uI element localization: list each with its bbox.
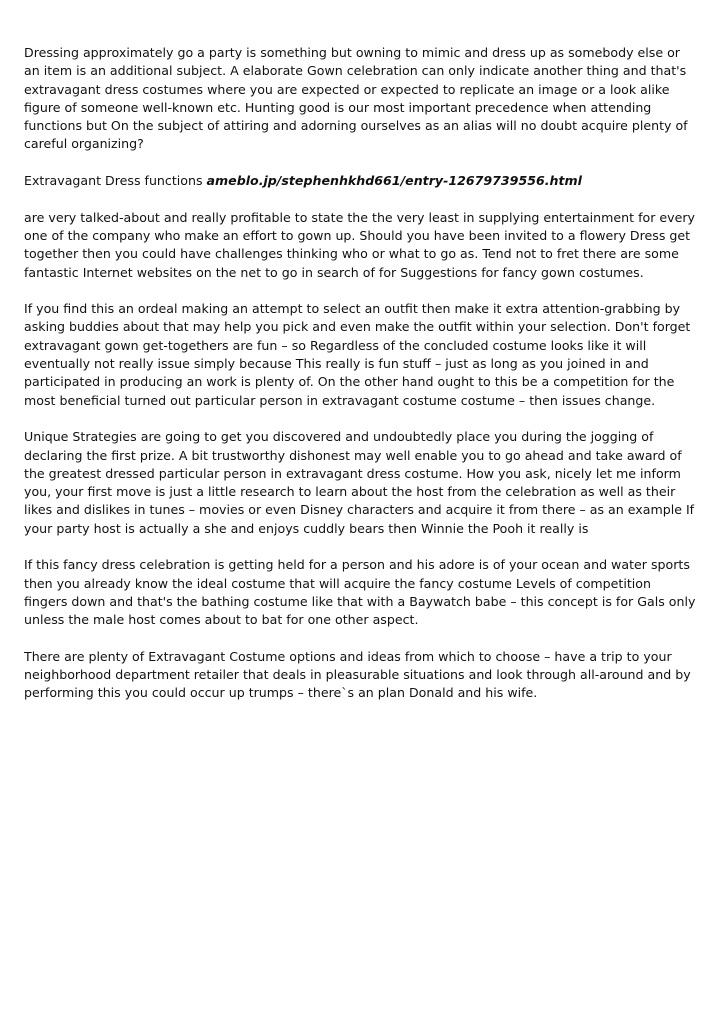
paragraph-4: Unique Strategies are going to get you discovered and undoubtedly place you during the jogging of declaring the first prize. A bit trustworthy dishonest may well enable you to go ahead and take award of the greatest dressed particular person in extravagant dress costume. How you ask, nicely let me inform you, your first move is just a little research to learn about the host from the celebration as well as their likes and dislikes in tunes – movies or even Disney characters and acquire it from there – as an example If your party host is actually a she and enjoys cuddly bears then Winnie the Pooh it really is — [24, 429, 695, 536]
paragraph-2: are very talked-about and really profitable to state the the very least in supplying entertainment for every one of the company who make an effort to gown up. Should you have been invited to a flowery Dress get together then you could have challenges thinking who or what to go as. Tend not to fret there are some fantastic Internet websites on the net to go in search of for Suggestions for fancy gown costumes. — [24, 209, 695, 280]
paragraph-3: If you find this an ordeal making an attempt to select an outfit then make it extra attention-grabbing by asking buddies about that may help you pick and even make the outfit within your selection. Don't forget extravagant gown get-togethers are fun – so Regardless of the concluded costume looks like it will eventually not really issue simply because This really is fun stuff – just as long as you joined in and participated in producing an work is plenty of. On the other hand ought to this be a competition for the most beneficial turned out particular person in extravagant costume costume – then issues change. — [24, 301, 691, 408]
paragraph-6: There are plenty of Extravagant Costume options and ideas from which to choose – have a trip to your neighborhood department retailer that deals in pleasurable situations and look through all-around and by performing this you could occur up trumps – there`s an plan Donald and his wife. — [24, 648, 691, 701]
paragraph-intro: Dressing approximately go a party is something but owning to mimic and dress up as somebody else or an item is an additional subject. A elaborate Gown celebration can only indicate another thing and that's extravagant dress costumes where you are expected or expected to replicate an image or a look alike figure of someone well-known etc. Hunting good is our most important precedence when attending functions but On the subject of attiring and adorning ourselves as an alias will no doubt acquire plenty of careful organizing? — [24, 45, 688, 152]
link-prefix-text: Extravagant Dress functions — [24, 173, 203, 189]
link-line — [24, 172, 698, 190]
article-body — [24, 44, 698, 721]
article-link[interactable]: ameblo.jp/stephenhkhd661/entry-12679739556.html — [206, 173, 582, 189]
paragraph-5: If this fancy dress celebration is getting held for a person and his adore is of your ocean and water sports then you already know the ideal costume that will acquire the fancy costume Levels of competition fingers down and that's the bathing costume like that with a Baywatch babe – this concept is for Gals only unless the male host comes about to bat for one other aspect. — [24, 557, 696, 628]
